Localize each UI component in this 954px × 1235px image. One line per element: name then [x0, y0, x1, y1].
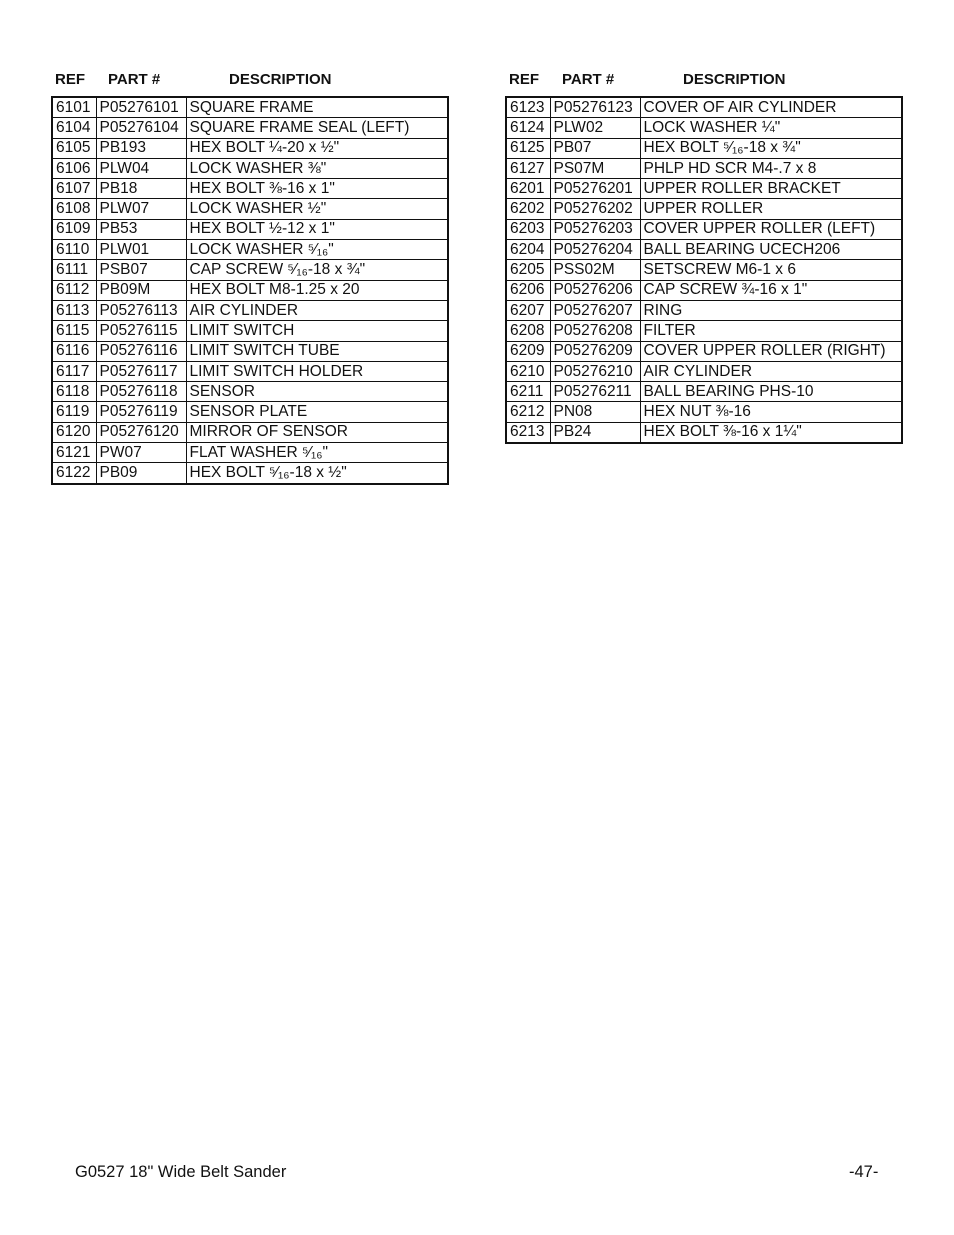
ref-cell: 6117: [52, 361, 96, 381]
part-number-cell: P05276210: [550, 361, 640, 381]
description-cell: SETSCREW M6-1 x 6: [640, 260, 902, 280]
part-number-cell: P05276208: [550, 321, 640, 341]
description-cell: SQUARE FRAME: [186, 97, 448, 118]
table-row: [52, 402, 448, 422]
ref-cell: 6116: [52, 341, 96, 361]
ref-cell: 6121: [52, 443, 96, 463]
ref-cell: 6207: [506, 300, 550, 320]
ref-cell: 6202: [506, 199, 550, 219]
parts-table-right: [505, 96, 903, 444]
table-row: [52, 240, 448, 260]
description-cell: HEX BOLT ⁵⁄₁₆-18 x ½": [186, 463, 448, 484]
description-cell: HEX BOLT ¼-20 x ½": [186, 138, 448, 158]
part-number-cell: P05276204: [550, 240, 640, 260]
part-number-cell: P05276202: [550, 199, 640, 219]
ref-cell: 6201: [506, 179, 550, 199]
table-row: [506, 300, 902, 320]
part-number-cell: PN08: [550, 402, 640, 422]
table-row: [506, 321, 902, 341]
part-number-cell: PSS02M: [550, 260, 640, 280]
part-number-cell: PB24: [550, 422, 640, 443]
ref-cell: 6118: [52, 382, 96, 402]
description-cell: SENSOR PLATE: [186, 402, 448, 422]
table-row: [506, 118, 902, 138]
part-number-cell: P05276211: [550, 382, 640, 402]
ref-cell: 6115: [52, 321, 96, 341]
column-headers: [51, 71, 449, 91]
ref-cell: 6203: [506, 219, 550, 239]
ref-cell: 6113: [52, 300, 96, 320]
part-number-cell: P05276115: [96, 321, 186, 341]
table-row: [52, 300, 448, 320]
description-cell: FLAT WASHER ⁵⁄₁₆": [186, 443, 448, 463]
description-cell: HEX BOLT ⅜-16 x 1¼": [640, 422, 902, 443]
ref-cell: 6112: [52, 280, 96, 300]
description-cell: LOCK WASHER ⁵⁄₁₆": [186, 240, 448, 260]
description-header: DESCRIPTION: [229, 71, 332, 88]
description-cell: SENSOR: [186, 382, 448, 402]
part-header: PART #: [562, 71, 615, 88]
table-row: [52, 321, 448, 341]
part-number-cell: PLW02: [550, 118, 640, 138]
part-number-cell: P05276117: [96, 361, 186, 381]
description-cell: HEX BOLT ⅜-16 x 1": [186, 179, 448, 199]
ref-cell: 6107: [52, 179, 96, 199]
part-number-cell: P05276104: [96, 118, 186, 138]
description-cell: SQUARE FRAME SEAL (LEFT): [186, 118, 448, 138]
table-row: [52, 97, 448, 118]
ref-cell: 6106: [52, 158, 96, 178]
ref-cell: 6104: [52, 118, 96, 138]
part-number-cell: PW07: [96, 443, 186, 463]
ref-cell: 6212: [506, 402, 550, 422]
description-cell: AIR CYLINDER: [186, 300, 448, 320]
ref-cell: 6111: [52, 260, 96, 280]
parts-list-left: [51, 71, 449, 485]
description-header: DESCRIPTION: [683, 71, 786, 88]
description-cell: COVER OF AIR CYLINDER: [640, 97, 902, 118]
table-row: [506, 341, 902, 361]
table-row: [506, 158, 902, 178]
ref-cell: 6209: [506, 341, 550, 361]
ref-cell: 6204: [506, 240, 550, 260]
part-number-cell: P05276201: [550, 179, 640, 199]
description-cell: CAP SCREW ⁵⁄₁₆-18 x ¾": [186, 260, 448, 280]
part-number-cell: PS07M: [550, 158, 640, 178]
part-number-cell: P05276206: [550, 280, 640, 300]
table-row: [52, 443, 448, 463]
part-number-cell: P05276113: [96, 300, 186, 320]
table-row: [506, 402, 902, 422]
description-cell: COVER UPPER ROLLER (RIGHT): [640, 341, 902, 361]
description-cell: HEX NUT ⅜-16: [640, 402, 902, 422]
table-row: [52, 382, 448, 402]
description-cell: PHLP HD SCR M4-.7 x 8: [640, 158, 902, 178]
part-number-cell: P05276209: [550, 341, 640, 361]
ref-cell: 6210: [506, 361, 550, 381]
table-row: [52, 260, 448, 280]
table-row: [506, 219, 902, 239]
table-row: [52, 138, 448, 158]
ref-cell: 6109: [52, 219, 96, 239]
part-number-cell: P05276120: [96, 422, 186, 442]
description-cell: FILTER: [640, 321, 902, 341]
part-number-cell: PLW07: [96, 199, 186, 219]
description-cell: UPPER ROLLER: [640, 199, 902, 219]
description-cell: LIMIT SWITCH TUBE: [186, 341, 448, 361]
part-number-cell: P05276116: [96, 341, 186, 361]
part-number-cell: P05276119: [96, 402, 186, 422]
description-cell: BALL BEARING PHS-10: [640, 382, 902, 402]
table-row: [506, 179, 902, 199]
table-row: [52, 422, 448, 442]
description-cell: RING: [640, 300, 902, 320]
ref-cell: 6206: [506, 280, 550, 300]
part-number-cell: PSB07: [96, 260, 186, 280]
ref-header: REF: [509, 71, 539, 88]
description-cell: MIRROR OF SENSOR: [186, 422, 448, 442]
table-row: [506, 280, 902, 300]
table-row: [52, 463, 448, 484]
description-cell: LOCK WASHER ¼": [640, 118, 902, 138]
description-cell: LIMIT SWITCH HOLDER: [186, 361, 448, 381]
table-row: [52, 361, 448, 381]
description-cell: HEX BOLT ½-12 x 1": [186, 219, 448, 239]
table-row: [52, 179, 448, 199]
ref-cell: 6105: [52, 138, 96, 158]
description-cell: LIMIT SWITCH: [186, 321, 448, 341]
part-number-cell: P05276203: [550, 219, 640, 239]
description-cell: AIR CYLINDER: [640, 361, 902, 381]
description-cell: HEX BOLT ⁵⁄₁₆-18 x ¾": [640, 138, 902, 158]
ref-cell: 6211: [506, 382, 550, 402]
ref-cell: 6124: [506, 118, 550, 138]
table-row: [506, 361, 902, 381]
part-number-cell: P05276118: [96, 382, 186, 402]
part-number-cell: P05276123: [550, 97, 640, 118]
ref-cell: 6208: [506, 321, 550, 341]
table-row: [506, 382, 902, 402]
part-number-cell: P05276207: [550, 300, 640, 320]
table-row: [52, 219, 448, 239]
ref-cell: 6123: [506, 97, 550, 118]
part-number-cell: PLW04: [96, 158, 186, 178]
parts-table-left: [51, 96, 449, 485]
table-row: [506, 260, 902, 280]
ref-cell: 6101: [52, 97, 96, 118]
part-number-cell: PB193: [96, 138, 186, 158]
part-header: PART #: [108, 71, 161, 88]
part-number-cell: PB09M: [96, 280, 186, 300]
description-cell: BALL BEARING UCECH206: [640, 240, 902, 260]
table-row: [52, 158, 448, 178]
ref-cell: 6108: [52, 199, 96, 219]
table-row: [506, 97, 902, 118]
ref-cell: 6127: [506, 158, 550, 178]
ref-header: REF: [55, 71, 85, 88]
column-headers: [505, 71, 903, 91]
table-row: [506, 240, 902, 260]
description-cell: UPPER ROLLER BRACKET: [640, 179, 902, 199]
table-row: [52, 199, 448, 219]
ref-cell: 6122: [52, 463, 96, 484]
part-number-cell: PB07: [550, 138, 640, 158]
description-cell: LOCK WASHER ½": [186, 199, 448, 219]
parts-list-right: [505, 71, 903, 444]
part-number-cell: PB09: [96, 463, 186, 484]
part-number-cell: PLW01: [96, 240, 186, 260]
ref-cell: 6120: [52, 422, 96, 442]
page-number: -47-: [849, 1163, 879, 1181]
part-number-cell: PB53: [96, 219, 186, 239]
table-row: [52, 341, 448, 361]
footer-title: G0527 18" Wide Belt Sander: [75, 1163, 287, 1181]
part-number-cell: P05276101: [96, 97, 186, 118]
ref-cell: 6125: [506, 138, 550, 158]
table-row: [506, 138, 902, 158]
description-cell: LOCK WASHER ⅜": [186, 158, 448, 178]
table-row: [52, 118, 448, 138]
table-row: [506, 422, 902, 443]
ref-cell: 6119: [52, 402, 96, 422]
table-row: [506, 199, 902, 219]
description-cell: CAP SCREW ¾-16 x 1": [640, 280, 902, 300]
description-cell: COVER UPPER ROLLER (LEFT): [640, 219, 902, 239]
table-row: [52, 280, 448, 300]
description-cell: HEX BOLT M8-1.25 x 20: [186, 280, 448, 300]
ref-cell: 6205: [506, 260, 550, 280]
ref-cell: 6110: [52, 240, 96, 260]
ref-cell: 6213: [506, 422, 550, 443]
part-number-cell: PB18: [96, 179, 186, 199]
